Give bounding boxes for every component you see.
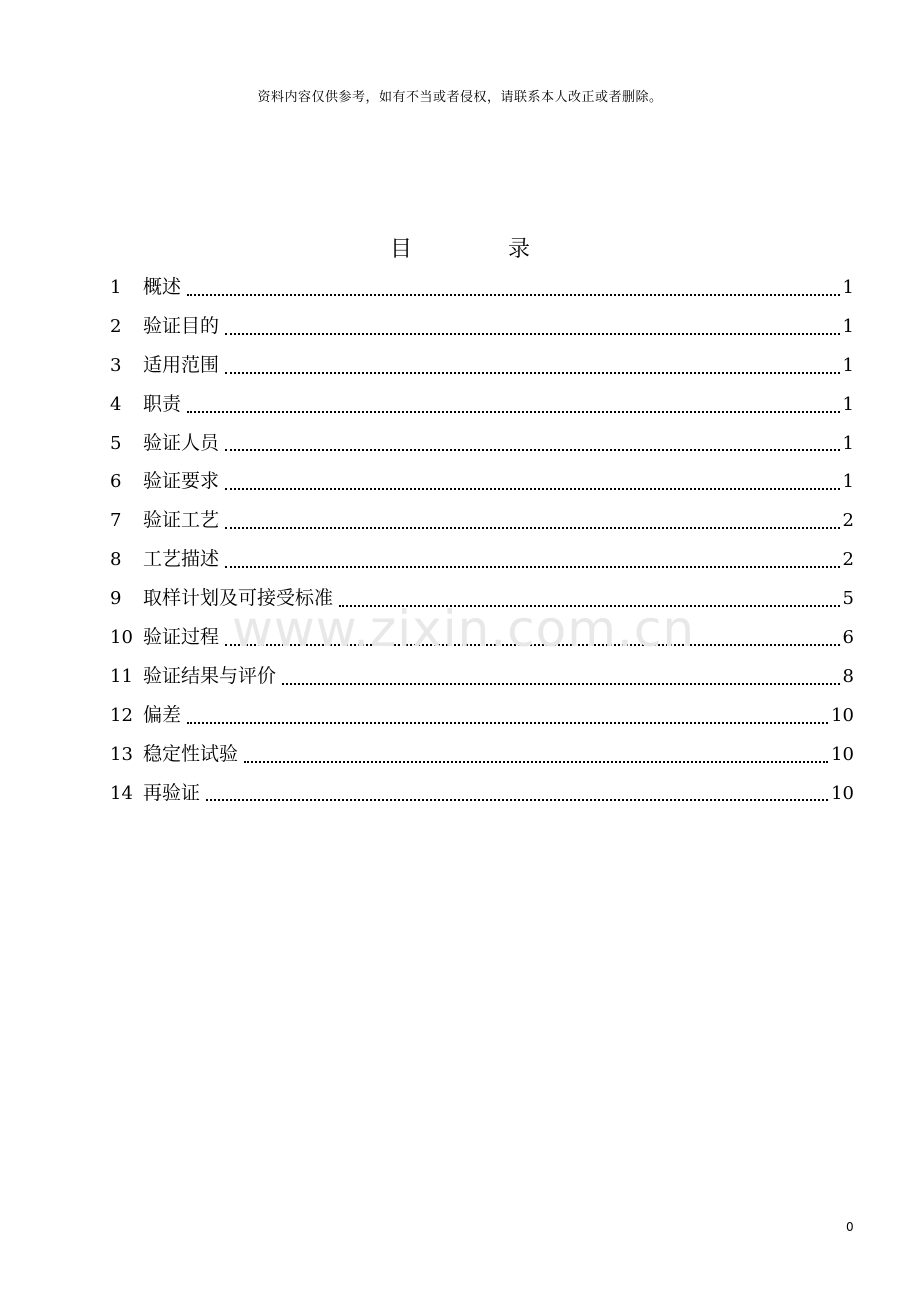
- toc-entry-label: 偏差: [143, 703, 182, 726]
- toc-entry-number: 9: [110, 588, 122, 610]
- toc-entry-number: 6: [110, 471, 122, 493]
- toc-entry-page: 10: [831, 782, 854, 804]
- toc-entry-label: 稳定性试验: [143, 742, 239, 765]
- toc-dot-leader: [206, 799, 828, 801]
- toc-entry-page: 10: [831, 743, 854, 765]
- toc-title: [0, 232, 920, 263]
- toc-entry-number: 5: [110, 432, 122, 454]
- toc-entry-page: 1: [842, 432, 854, 454]
- toc-entry[interactable]: [110, 657, 854, 696]
- toc-entry[interactable]: [110, 346, 854, 385]
- toc-dot-leader: [187, 722, 828, 724]
- toc-entry-label: 验证过程: [143, 626, 220, 649]
- toc-dot-leader: [244, 761, 828, 763]
- toc-entry-number: 3: [110, 354, 122, 376]
- toc-dot-leader: [225, 527, 840, 529]
- toc-entry[interactable]: [110, 501, 854, 540]
- watermark-text: www.zixin.com.cn: [232, 600, 696, 658]
- toc-entry-page: 2: [842, 549, 854, 571]
- table-of-contents: [110, 268, 854, 812]
- toc-title-part1: 目: [389, 237, 412, 262]
- toc-entry-page: 1: [842, 471, 854, 493]
- toc-entry-label: 适用范围: [143, 353, 220, 376]
- toc-entry[interactable]: [110, 424, 854, 463]
- toc-entry-number: 7: [110, 510, 122, 532]
- toc-entry-label: 取样计划及可接受标准: [143, 587, 334, 610]
- toc-entry[interactable]: [110, 307, 854, 346]
- toc-entry-label: 验证目的: [143, 314, 220, 337]
- toc-dot-leader: [225, 488, 840, 490]
- toc-dot-leader: [187, 411, 840, 413]
- toc-entry-label: 验证要求: [143, 470, 220, 493]
- toc-dot-leader: [225, 372, 840, 374]
- toc-entry[interactable]: [110, 774, 854, 813]
- toc-entry-page: 5: [842, 588, 854, 610]
- disclaimer-header: 资料内容仅供参考，如有不当或者侵权，请联系本人改正或者删除。: [257, 90, 663, 105]
- toc-entry-page: 1: [842, 277, 854, 298]
- toc-entry-number: 8: [110, 549, 122, 571]
- toc-entry-number: 14: [110, 782, 133, 804]
- toc-entry[interactable]: [110, 462, 854, 501]
- toc-entry-page: 10: [831, 704, 854, 726]
- toc-entry-label: 再验证: [143, 781, 201, 804]
- toc-dot-leader: [225, 449, 840, 451]
- toc-entry[interactable]: [110, 385, 854, 424]
- toc-entry-label: 验证人员: [143, 431, 220, 454]
- toc-entry[interactable]: [110, 268, 854, 307]
- toc-dot-leader: [282, 683, 840, 685]
- page-number: 0: [846, 1220, 854, 1234]
- toc-entry[interactable]: [110, 735, 854, 774]
- toc-title-part2: 录: [508, 237, 531, 262]
- toc-entry-page: 1: [842, 315, 854, 337]
- toc-entry-number: 11: [110, 665, 133, 687]
- toc-dot-leader: [187, 294, 840, 296]
- toc-entry-page: 1: [842, 354, 854, 376]
- toc-entry-label: 工艺描述: [143, 548, 220, 571]
- toc-entry-label: 验证工艺: [143, 509, 220, 532]
- toc-entry[interactable]: [110, 540, 854, 579]
- toc-dot-leader: [225, 566, 840, 568]
- toc-entry-page: 8: [842, 665, 854, 687]
- toc-entry-number: 13: [110, 743, 133, 765]
- toc-dot-leader: [225, 333, 840, 335]
- toc-entry[interactable]: [110, 696, 854, 735]
- toc-entry-page: 2: [842, 510, 854, 532]
- toc-entry-number: 10: [110, 627, 133, 649]
- toc-entry-number: 2: [110, 315, 122, 337]
- toc-entry-label: 验证结果与评价: [143, 664, 277, 687]
- toc-entry-label: 职责: [143, 392, 182, 415]
- toc-entry-number: 12: [110, 704, 133, 726]
- toc-entry-page: 6: [842, 627, 854, 649]
- toc-entry-label: 概述: [143, 276, 182, 298]
- toc-entry-number: 4: [110, 393, 122, 415]
- toc-entry-page: 1: [842, 393, 854, 415]
- toc-entry-number: 1: [110, 277, 122, 298]
